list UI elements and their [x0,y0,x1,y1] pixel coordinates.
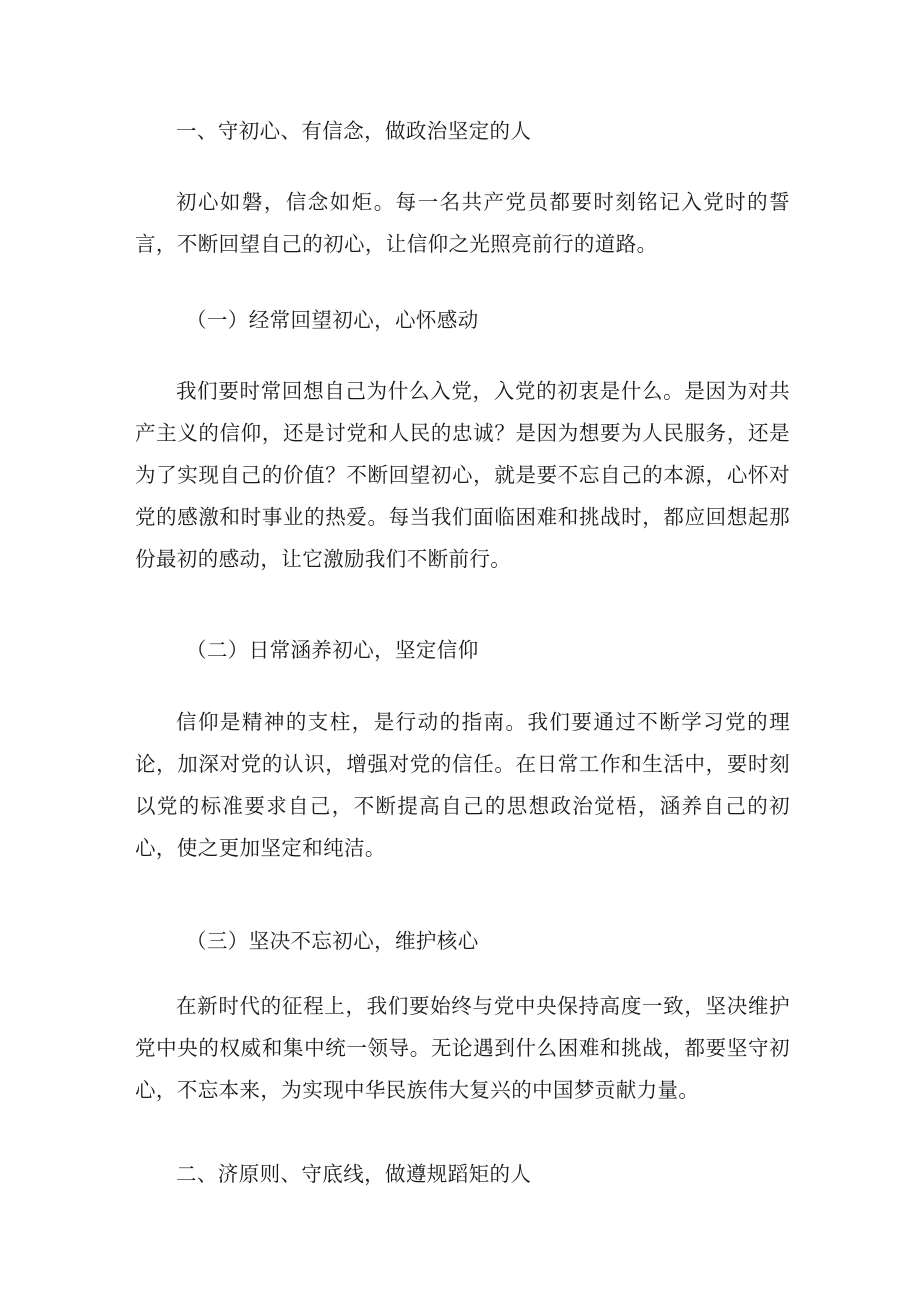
paragraph-1: 我们要时常回想自己为什么入党，入党的初衷是什么。是因为对共产主义的信仰，还是讨党和人民的忠诚？是因为想要为人民服务，还是为了实现自己的价值？不断回望初心，就是要不忘自己的本源，心怀对党的感激和时事业的热爱。每当我们面临困难和挑战时，都应回想起那份最初的感动，让它激励我们不断前行。 [135,379,790,571]
section-heading-2: 二、济原则、守底线，做遵规蹈矩的人 [176,1162,532,1186]
subheading-3: （三）坚决不忘初心，维护核心 [186,929,479,953]
subheading-2: （二）日常涵养初心，坚定信仰 [186,638,479,662]
section-heading-1: 一、守初心、有信念，做政治坚定的人 [176,119,532,143]
paragraph-2: 信仰是精神的支柱，是行动的指南。我们要通过不断学习党的理论，加深对党的认识，增强对党的信任。在日常工作和生活中，要时刻以党的标准要求自己，不断提高自己的思想政治觉梧，涵养自己的初心，使之更加坚定和纯洁。 [135,710,790,860]
paragraph-intro: 初心如磐，信念如炬。每一名共产党员都要时刻铭记入党时的誓言，不断回望自己的初心，让信仰之光照亮前行的道路。 [135,190,790,256]
subheading-1: （一）经常回望初心，心怀感动 [186,308,479,332]
paragraph-3: 在新时代的征程上，我们要始终与党中央保持高度一致，坚决维护党中央的权威和集中统一领导。无论遇到什么困难和挑战，都要坚守初心，不忘本来，为实现中华民族伟大复兴的中国梦贡献力量。 [135,994,790,1102]
